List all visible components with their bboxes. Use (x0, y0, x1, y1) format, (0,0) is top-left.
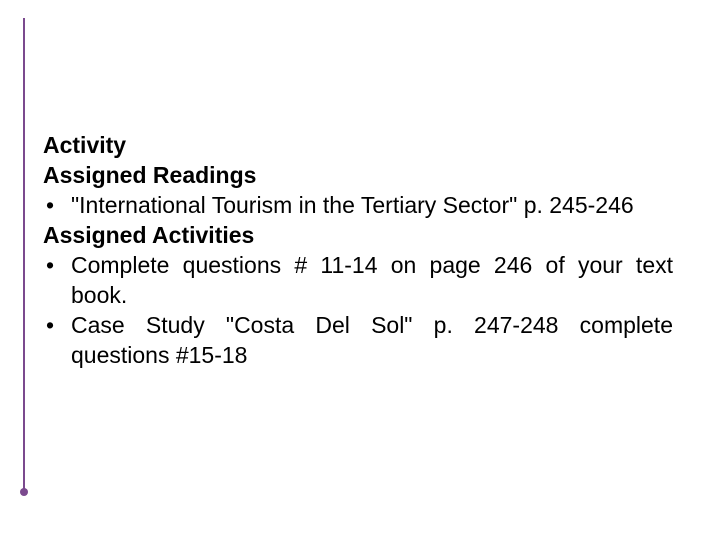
list-item-text: Case Study "Costa Del Sol" p. 247-248 complete questions #15-18 (71, 312, 673, 368)
accent-dot (20, 488, 28, 496)
list-item-text: Complete questions # 11-14 on page 246 of your text book. (71, 252, 673, 308)
slide-title: Activity (43, 132, 127, 158)
section-heading-activities: Assigned Activities (43, 222, 255, 248)
section-heading-readings: Assigned Readings (43, 162, 257, 188)
list-item (43, 250, 673, 310)
bullet-icon: • (46, 252, 55, 278)
bullet-icon: • (46, 312, 55, 338)
list-item (43, 190, 673, 220)
list-item-text: "International Tourism in the Tertiary Sector" p. 245-246 (71, 192, 634, 218)
bullet-icon: • (46, 192, 55, 218)
list-item (43, 310, 673, 370)
slide-content (43, 130, 673, 370)
accent-line (23, 18, 25, 492)
